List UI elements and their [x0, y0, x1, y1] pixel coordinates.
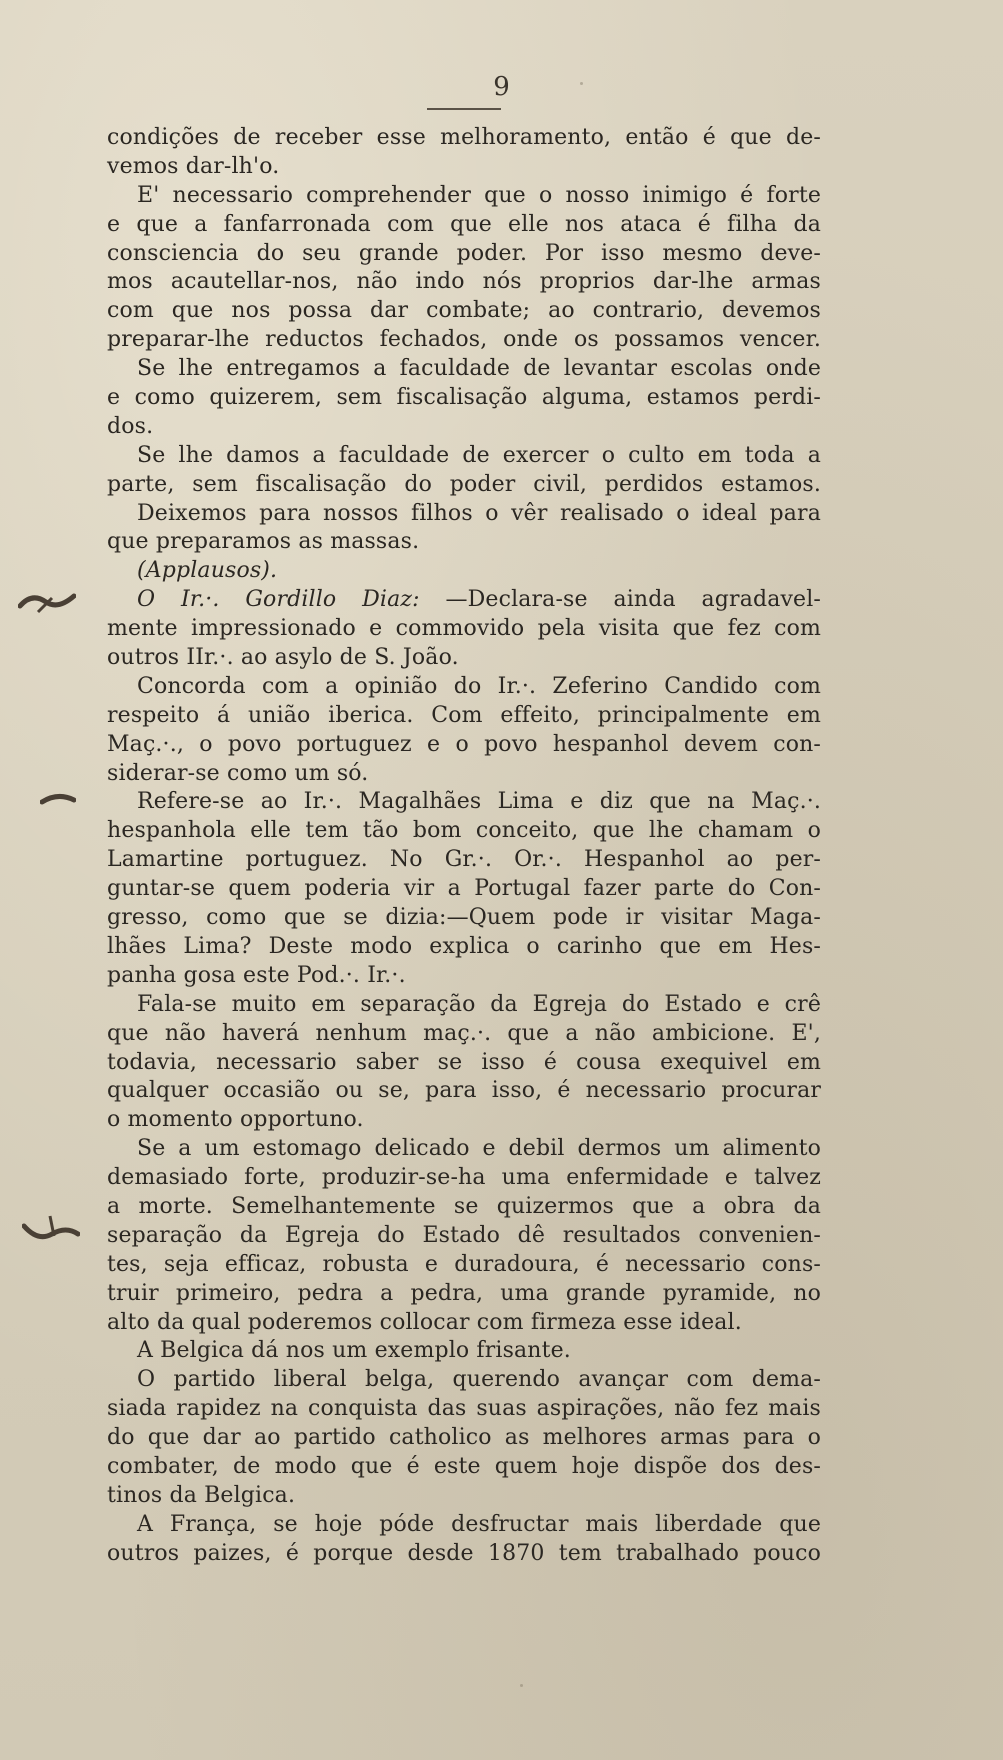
- text-line: [107, 1077, 821, 1106]
- text-line: [107, 788, 821, 817]
- text-line: [107, 673, 821, 702]
- text-line: [107, 413, 821, 442]
- text-line: [107, 1482, 821, 1511]
- line-text: Se lhe damos a faculdade de exercer o culto em toda a: [137, 442, 821, 468]
- line-text: Maç.·., o povo portuguez e o povo hespanhol devem con-: [107, 731, 821, 757]
- text-line: [107, 1395, 821, 1424]
- line-text: mos acautellar-nos, não indo nós proprios dar-lhe armas: [107, 269, 821, 295]
- text-line: [107, 904, 821, 933]
- page-number-rule: [427, 108, 501, 110]
- text-line: [107, 1049, 821, 1078]
- text-line: [107, 182, 821, 211]
- line-text: —Declara-se ainda agradavel-: [419, 587, 821, 613]
- text-line: [107, 355, 821, 384]
- text-line: [107, 731, 821, 760]
- text-line: [107, 962, 821, 991]
- line-text: preparar-lhe reductos fechados, onde os possamos vencer.: [107, 327, 821, 353]
- line-text: A França, se hoje póde desfructar mais liberdade que: [137, 1511, 821, 1537]
- line-text: Se a um estomago delicado e debil dermos um alimento: [137, 1136, 821, 1162]
- text-line: [107, 702, 821, 731]
- line-text: Se lhe entregamos a faculdade de levantar escolas onde: [137, 356, 821, 382]
- text-line: [107, 1135, 821, 1164]
- line-text: que não haverá nenhum maç.·. que a não ambicione. E',: [107, 1020, 821, 1046]
- line-text: demasiado forte, produzir-se-ha uma enfermidade e talvez: [107, 1165, 821, 1191]
- line-text: combater, de modo que é este quem hoje dispõe dos des-: [107, 1453, 821, 1479]
- text-line: [107, 1106, 821, 1135]
- line-text: Fala-se muito em separação da Egreja do Estado e crê: [137, 991, 821, 1017]
- text-line: [107, 1366, 821, 1395]
- line-text: respeito á união iberica. Com effeito, principalmente em: [107, 702, 821, 728]
- text-line: [107, 644, 821, 673]
- margin-mark-2: [40, 790, 76, 808]
- body-text: [107, 124, 821, 1569]
- text-line: [107, 760, 821, 789]
- line-text: qualquer occasião ou se, para isso, é necessario procurar: [107, 1078, 821, 1104]
- line-text: condições de receber esse melhoramento, então é que de-: [107, 125, 821, 150]
- text-line: [107, 528, 821, 557]
- line-text: tes, seja efficaz, robusta e duradoura, é necessario cons-: [107, 1251, 821, 1277]
- line-text: truir primeiro, pedra a pedra, uma grande pyramide, no: [107, 1280, 821, 1306]
- line-text: o momento opportuno.: [107, 1107, 364, 1133]
- line-text: lhães Lima? Deste modo explica o carinho que em Hes-: [107, 933, 821, 959]
- text-line: [107, 124, 821, 153]
- line-text: Refere-se ao Ir.·. Magalhães Lima e diz que na Maç.·.: [137, 789, 821, 815]
- text-line: [107, 1424, 821, 1453]
- line-text: O partido liberal belga, querendo avançar com dema-: [137, 1367, 821, 1393]
- line-text: vemos dar-lh'o.: [107, 153, 280, 179]
- line-text: com que nos possa dar combate; ao contrario, devemos: [107, 298, 821, 324]
- line-text: consciencia do seu grande poder. Por isso mesmo deve-: [107, 240, 821, 266]
- text-line: [107, 1164, 821, 1193]
- line-text: a morte. Semelhantemente se quizermos que a obra da: [107, 1193, 821, 1219]
- text-line: [107, 586, 821, 615]
- text-line: [107, 817, 821, 846]
- line-text: do que dar ao partido catholico as melhores armas para o: [107, 1425, 821, 1451]
- line-text: dos.: [107, 413, 154, 439]
- text-line: [107, 153, 821, 182]
- text-line: [107, 268, 821, 297]
- text-line: [107, 933, 821, 962]
- line-text: parte, sem fiscalisação do poder civil, perdidos estamos.: [107, 471, 821, 497]
- line-text: e como quizerem, sem fiscalisação alguma, estamos perdi-: [107, 385, 821, 411]
- line-text: E' necessario comprehender que o nosso inimigo é forte: [137, 182, 821, 208]
- line-text: A Belgica dá nos um exemplo frisante.: [137, 1338, 571, 1364]
- line-text: Lamartine portuguez. No Gr.·. Or.·. Hespanhol ao per-: [107, 847, 821, 873]
- text-line: [107, 240, 821, 269]
- text-line: [107, 1251, 821, 1280]
- line-text: gresso, como que se dizia:—Quem pode ir visitar Maga-: [107, 905, 821, 931]
- scan-speck: [580, 82, 583, 85]
- text-line: [107, 991, 821, 1020]
- line-text: e que a fanfarronada com que elle nos ataca é filha da: [107, 211, 821, 237]
- line-text: siderar-se como um só.: [107, 760, 369, 786]
- text-line: [107, 557, 821, 586]
- line-text: siada rapidez na conquista das suas aspirações, não fez mais: [107, 1396, 821, 1422]
- line-text: Concorda com a opinião do Ir.·. Zeferino Candido com: [137, 673, 821, 699]
- text-line: [107, 211, 821, 240]
- text-line: [107, 846, 821, 875]
- line-text: Deixemos para nossos filhos o vêr realisado o ideal para: [137, 500, 821, 526]
- text-line: [107, 875, 821, 904]
- line-text: que preparamos as massas.: [107, 529, 420, 555]
- margin-mark-1: [18, 588, 76, 616]
- line-text: todavia, necessario saber se isso é cousa exequivel em: [107, 1049, 821, 1075]
- text-line: [107, 1453, 821, 1482]
- text-line: [107, 500, 821, 529]
- line-text: tinos da Belgica.: [107, 1482, 296, 1508]
- line-text: alto da qual poderemos collocar com firmeza esse ideal.: [107, 1309, 742, 1335]
- text-line: [107, 1337, 821, 1366]
- line-text: (Applausos).: [137, 558, 278, 584]
- text-line: [107, 1540, 821, 1569]
- line-text: separação da Egreja do Estado dê resultados convenien-: [107, 1222, 821, 1248]
- line-text: mente impressionado e commovido pela visita que fez com: [107, 616, 821, 642]
- line-text: outros paizes, é porque desde 1870 tem trabalhado pouco: [107, 1540, 821, 1566]
- text-line: [107, 326, 821, 355]
- scan-speck: [520, 1684, 523, 1687]
- text-line: [107, 1020, 821, 1049]
- text-line: [107, 1222, 821, 1251]
- line-text: hespanhola elle tem tão bom conceito, que lhe chamam o: [107, 818, 821, 844]
- line-text: guntar-se quem poderia vir a Portugal fazer parte do Con-: [107, 876, 821, 902]
- speaker-name: O Ir.·. Gordillo Diaz:: [137, 587, 420, 613]
- text-line: [107, 1280, 821, 1309]
- page-number: 9: [493, 72, 510, 102]
- line-text: panha gosa este Pod.·. Ir.·.: [107, 962, 406, 988]
- text-line: [107, 1511, 821, 1540]
- text-line: [107, 1193, 821, 1222]
- text-line: [107, 615, 821, 644]
- text-line: [107, 384, 821, 413]
- text-line: [107, 471, 821, 500]
- text-line: [107, 297, 821, 326]
- text-line: [107, 442, 821, 471]
- text-line: [107, 1309, 821, 1338]
- line-text: outros IIr.·. ao asylo de S. João.: [107, 645, 459, 671]
- margin-mark-3: [22, 1212, 80, 1246]
